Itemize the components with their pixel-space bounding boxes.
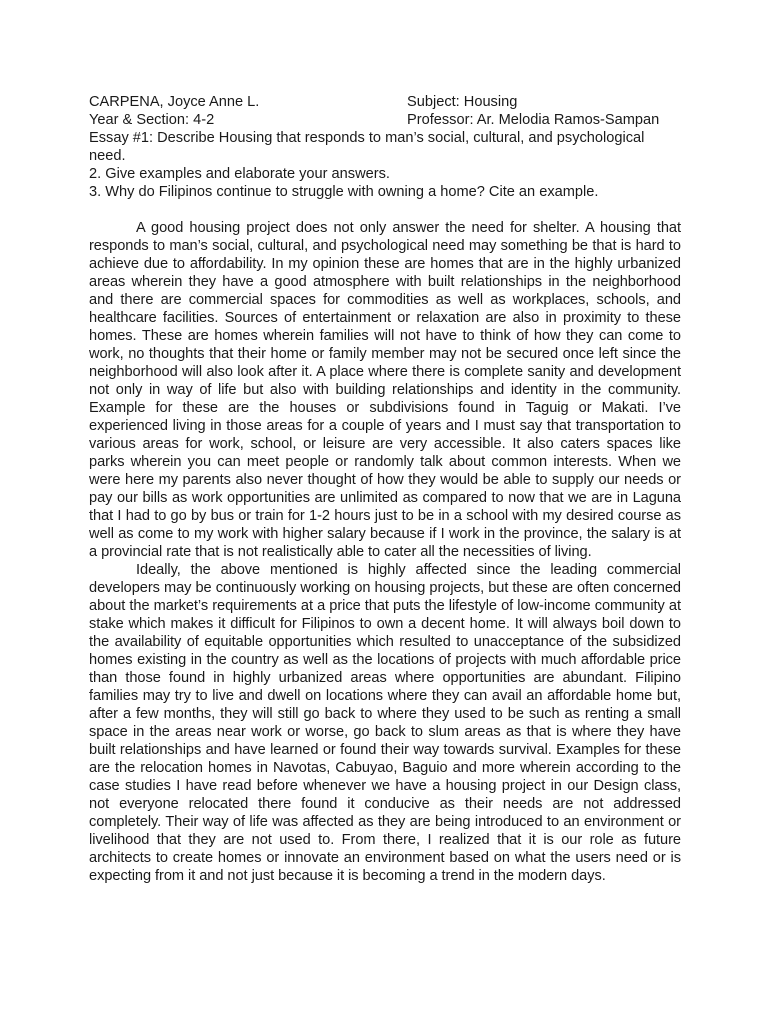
header-row-1 — [89, 93, 681, 111]
professor-label: Professor: Ar. Melodia Ramos-Sampan — [407, 112, 660, 128]
essay-prompts — [89, 129, 681, 201]
header-row-2 — [89, 111, 681, 129]
prompt-3: 3. Why do Filipinos continue to struggle with owning a home? Cite an example. — [89, 184, 599, 200]
essay-paragraph-2: Ideally, the above mentioned is highly affected since the leading commercial developers may be continuously working on housing projects, but these are often concerned about the market’s requirements at a price that puts the lifestyle of low-income community at stake which makes it difficult for Filipinos to own a decent home. It will always boil down to the availability of equitable opportunities which resulted to unacceptance of the subsidized homes existing in the country as well as the locations of projects with much affordable price than those found in highly urbanized areas where opportunities are abundant. Filipino families may try to live and dwell on locations where they can avail an affordable home but, after a few months, they will still go back to where they used to be such as renting a small space in the areas near work or worse, go back to slum areas as that is where they have built relationships and have learned or found their way towards survival. Examples for these are the relocation homes in Navotas, Cabuyao, Baguio and more wherein according to the case studies I have read before whenever we have a housing project in our Design class, not everyone relocated there found it conducive as their needs are not addressed completely. Their way of life was affected as they are being introduced to an environment or livelihood that they are not used to. From there, I realized that it is our role as future architects to create homes or innovate an environment based on what the users need or is expecting from it and not just because it is becoming a trend in the modern days. — [89, 562, 681, 884]
prompt-1: Essay #1: Describe Housing that responds to man’s social, cultural, and psychological need. — [89, 130, 645, 164]
essay-paragraph-1: A good housing project does not only answer the need for shelter. A housing that responds to man’s social, cultural, and psychological need may something be that is hard to achieve due to affordability. In my opinion these are homes that are in the highly urbanized areas wherein they have a good atmosphere with built relationships in the neighborhood and there are commercial spaces for commodities as well as workplaces, schools, and healthcare facilities. Sources of entertainment or relaxation are also in proximity to these homes. These are homes wherein families will not have to think of how they can come to work, no thoughts that their home or family member may not be secured once left since the neighborhood will also look after it. A place where there is complete sanity and development not only in way of life but also with building relationships and identity in the community. Example for these are the houses or subdivisions found in Taguig or Makati. I’ve experienced living in those areas for a couple of years and I must say that transportation to various areas for work, school, or leisure are very accessible. It also caters spaces like parks wherein you can meet people or randomly talk about common interests. When we were here my parents also never thought of how they would be able to supply our needs or pay our bills as work opportunities are unlimited as compared to now that we are in Laguna that I had to go by bus or train for 1-2 hours just to be in a school with my desired course as well as come to my work with higher salary because if I work in the province, the salary is at a provincial rate that is not realistically able to cater all the necessities of living. — [89, 220, 681, 560]
document-header — [89, 93, 681, 129]
prompt-2: 2. Give examples and elaborate your answers. — [89, 166, 390, 182]
subject-label: Subject: Housing — [407, 94, 518, 110]
essay-page — [89, 93, 681, 885]
student-name: CARPENA, Joyce Anne L. — [89, 94, 260, 110]
essay-body — [89, 219, 681, 885]
year-section: Year & Section: 4-2 — [89, 112, 215, 128]
